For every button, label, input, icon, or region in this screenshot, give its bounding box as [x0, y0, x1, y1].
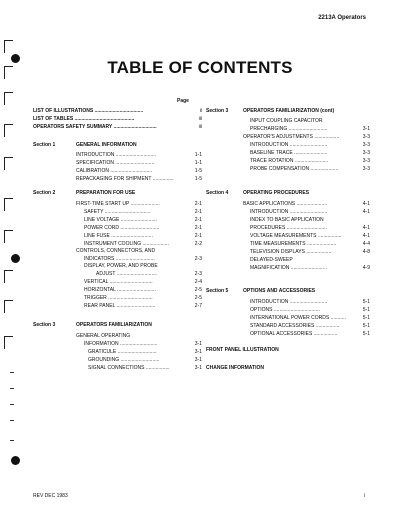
toc-page-number: 4-9: [362, 265, 370, 271]
toc-entry: LINE FUSE ..............................: [84, 233, 153, 239]
toc-page-number: 2-7: [194, 303, 202, 309]
binder-mark: [4, 66, 13, 79]
page-column-label: Page: [177, 98, 189, 104]
toc-page-number: 2-1: [194, 209, 202, 215]
toc-entry: INSTRUMENT COOLING ...................: [84, 241, 169, 247]
toc-entry: SPECIFICATION ............................: [76, 160, 155, 166]
section-title: GENERAL INFORMATION: [76, 142, 137, 148]
toc-page-number: 3-1: [194, 365, 202, 371]
binder-mark: [4, 124, 13, 137]
margin-tick: [10, 388, 14, 389]
toc-page-number: 3-1: [362, 126, 370, 132]
toc-entry: LIST OF ILLUSTRATIONS ...................................: [33, 108, 144, 114]
section-title: OPERATING PROCEDURES: [243, 190, 310, 196]
toc-entry: MAGNIFICATION ..........................: [250, 265, 327, 271]
binder-mark: [4, 300, 13, 313]
toc-entry: ADJUST .............................: [96, 271, 158, 277]
toc-page-number: 2-3: [194, 271, 202, 277]
toc-page-number: 5-1: [362, 315, 370, 321]
toc-entry: BASIC APPLICATIONS ......................: [243, 201, 328, 207]
binder-hole: [11, 54, 20, 63]
toc-entry: PRECHARGING ............................: [250, 126, 328, 132]
toc-entry: CHANGE INFORMATION: [206, 365, 264, 371]
toc-page-number: 3-3: [362, 134, 370, 140]
binder-mark: [4, 336, 13, 349]
toc-page-number: iii: [198, 124, 202, 130]
toc-entry: PROBE COMPENSATION ....................: [250, 166, 339, 172]
toc-page-number: iii: [198, 116, 202, 122]
binder-mark: [4, 40, 13, 53]
binder-mark: [4, 92, 13, 105]
toc-entry: INDEX TO BASIC APPLICATION: [250, 217, 324, 223]
toc-entry: VERTICAL ...............................: [84, 279, 153, 285]
revision-date: REV DEC 1983: [33, 493, 68, 499]
toc-page-number: 3-1: [194, 341, 202, 347]
toc-page-number: 1-5: [194, 168, 202, 174]
toc-entry: REPACKAGING FOR SHIPMENT ...............: [76, 176, 174, 182]
toc-entry: FIRST-TIME START UP .....................: [76, 201, 160, 207]
toc-entry: INPUT COUPLING CAPACITOR: [250, 118, 323, 124]
toc-page-number: 2-1: [194, 217, 202, 223]
toc-entry: CONTROLS, CONNECTORS, AND: [76, 248, 156, 254]
section-label: Section 3: [206, 108, 229, 114]
toc-entry: INTRODUCTION ...........................: [250, 209, 328, 215]
toc-page-number: 4-1: [362, 201, 370, 207]
toc-page-number: 1-1: [194, 152, 202, 158]
binder-hole: [11, 254, 20, 263]
section-label: Section 5: [206, 288, 229, 294]
toc-page-number: 5-1: [362, 331, 370, 337]
section-label: Section 4: [206, 190, 229, 196]
toc-page-number: 5-1: [362, 299, 370, 305]
toc-page-number: 3-1: [194, 357, 202, 363]
toc-entry: INTRODUCTION .............................: [76, 152, 157, 158]
toc-page-number: 2-5: [194, 287, 202, 293]
section-title: OPERATORS FAMILIARIZATION (cont): [243, 108, 335, 114]
toc-entry: OPERATORS SAFETY SUMMARY ...............................: [33, 124, 157, 130]
toc-page-number: 4-1: [362, 209, 370, 215]
margin-tick: [10, 420, 14, 421]
binder-mark: [4, 230, 13, 243]
toc-page-number: 4-1: [362, 225, 370, 231]
section-label: Section 2: [33, 190, 56, 196]
toc-entry: FRONT PANEL ILLUSTRATION: [206, 347, 279, 353]
margin-tick: [10, 372, 14, 373]
section-title: OPERATORS FAMILIARIZATION: [76, 322, 152, 328]
toc-entry: TELEVISION DISPLAYS ..................: [250, 249, 332, 255]
toc-page-number: 3-3: [362, 150, 370, 156]
section-title: OPTIONS AND ACCESSORIES: [243, 288, 316, 294]
toc-entry: TRACE ROTATION ........................: [250, 158, 329, 164]
toc-entry: REAR PANEL ............................: [84, 303, 156, 309]
toc-entry: LIST OF TABLES ...........................................: [33, 116, 135, 122]
toc-entry: DISPLAY, POWER, AND PROBE: [84, 263, 158, 269]
toc-entry: INTRODUCTION ...........................: [250, 299, 328, 305]
toc-entry: VOLTAGE MEASUREMENTS .................: [250, 233, 342, 239]
toc-entry: SIGNAL CONNECTIONS .................: [88, 365, 170, 371]
binder-hole: [11, 456, 20, 465]
toc-page-number: 2-5: [194, 295, 202, 301]
toc-entry: DELAYED-SWEEP: [250, 257, 293, 263]
toc-page-number: 5-1: [362, 323, 370, 329]
toc-entry: INTERNATIONAL POWER CORDS ...........: [250, 315, 346, 321]
toc-entry: CALIBRATION ..............................: [76, 168, 153, 174]
toc-entry: LINE VOLTAGE ..........................: [84, 217, 157, 223]
toc-entry: TIME MEASUREMENTS .....................: [250, 241, 337, 247]
section-title: PREPARATION FOR USE: [76, 190, 136, 196]
toc-page-number: ii: [199, 108, 202, 114]
toc-entry: PROCEDURES .............................: [250, 225, 327, 231]
toc-page-number: 4-4: [362, 241, 370, 247]
toc-page-number: 3-3: [362, 166, 370, 172]
toc-entry: SAFETY .................................: [84, 209, 151, 215]
toc-page-number: 4-8: [362, 249, 370, 255]
toc-page-number: 2-1: [194, 233, 202, 239]
toc-entry: INTRODUCTION ...........................: [250, 142, 328, 148]
toc-entry: BASELINE TRACE ........................: [250, 150, 328, 156]
toc-page-number: 1-5: [194, 176, 202, 182]
toc-page-number: 2-1: [194, 225, 202, 231]
toc-page-number: 2-3: [194, 256, 202, 262]
toc-entry: INFORMATION ...........................: [84, 341, 158, 347]
toc-page-number: 3-3: [362, 142, 370, 148]
toc-page-number: 2-4: [194, 279, 202, 285]
margin-tick: [10, 440, 14, 441]
toc-entry: POWER CORD ............................: [84, 225, 160, 231]
toc-entry: INDICATORS ............................: [84, 256, 155, 262]
section-label: Section 3: [33, 322, 56, 328]
toc-entry: OPTIONAL ACCESSORIES .................: [250, 331, 338, 337]
page-number: i: [363, 493, 365, 499]
toc-page-number: 2-1: [194, 201, 202, 207]
toc-page-number: 4-1: [362, 233, 370, 239]
binder-mark: [4, 270, 13, 283]
margin-tick: [10, 404, 14, 405]
toc-page-number: 3-1: [194, 349, 202, 355]
toc-page-number: 3-3: [362, 158, 370, 164]
section-label: Section 1: [33, 142, 56, 148]
binder-mark: [4, 157, 13, 170]
toc-entry: OPTIONS .................................: [250, 307, 320, 313]
toc-entry: OPERATOR'S ADJUSTMENTS ..................: [243, 134, 340, 140]
toc-entry: HORIZONTAL ............................: [84, 287, 156, 293]
toc-entry: STANDARD ACCESSORIES .................: [250, 323, 340, 329]
header-model: 2213A Operators: [318, 15, 366, 21]
toc-page-number: 5-1: [362, 307, 370, 313]
toc-entry: GROUNDING ............................: [88, 357, 160, 363]
binder-mark: [4, 198, 13, 211]
toc-entry: GRATICULE ............................: [88, 349, 157, 355]
toc-entry: TRIGGER ................................: [84, 295, 153, 301]
toc-page-number: 2-2: [194, 241, 202, 247]
page-title: TABLE OF CONTENTS: [107, 58, 293, 77]
toc-entry: GENERAL OPERATING: [76, 333, 131, 339]
toc-page-number: 1-1: [194, 160, 202, 166]
